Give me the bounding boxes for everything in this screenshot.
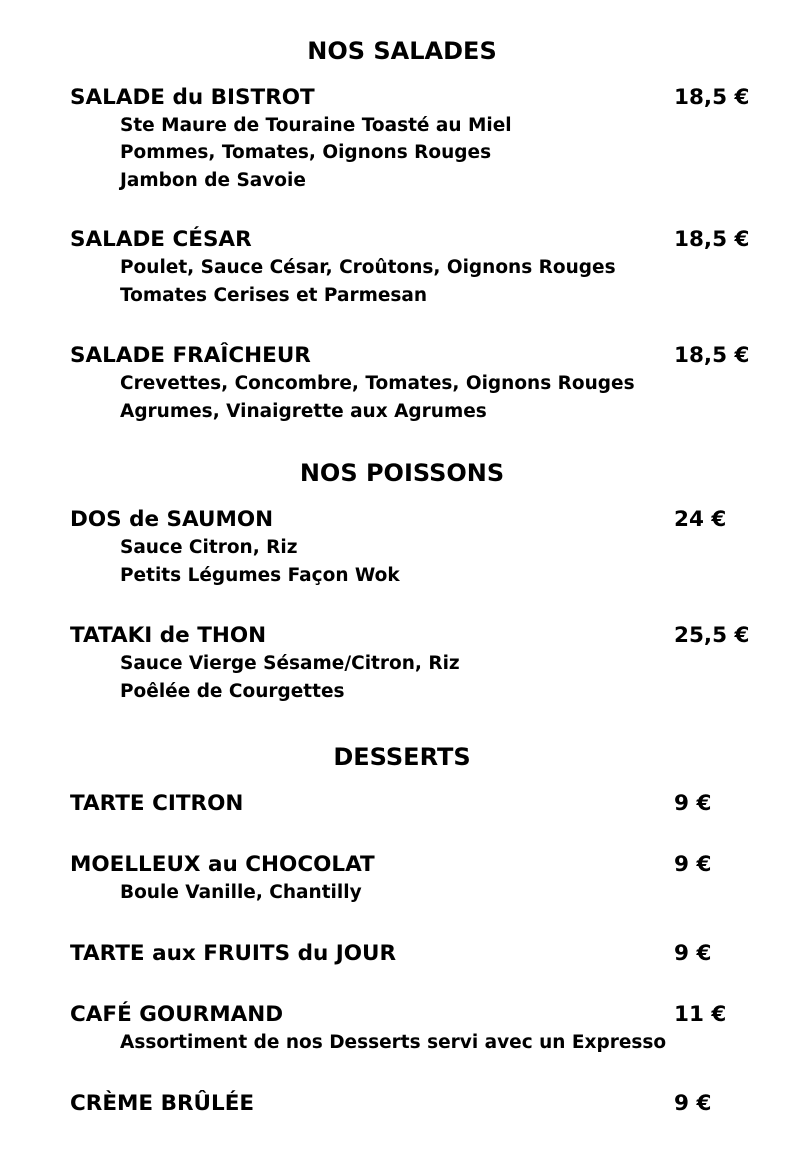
dish-description-line: Boule Vanille, Chantilly [120,882,362,903]
dish-description-line: Crevettes, Concombre, Tomates, Oignons Rouges [120,373,635,394]
dish-price-cafe-gourmand: 11 € [674,1002,727,1027]
dish-description-line: Jambon de Savoie [120,170,306,191]
dish-description-line: Agrumes, Vinaigrette aux Agrumes [120,401,487,422]
dish-price-creme-brulee: 9 € [674,1091,712,1116]
dish-description-line: Sauce Citron, Riz [120,537,298,558]
dish-price-salade-bistrot: 18,5 € [674,85,750,110]
dish-name-tarte-citron: TARTE CITRON [70,791,244,816]
dish-description-line: Tomates Cerises et Parmesan [120,285,428,306]
dish-name-salade-cesar: SALADE CÉSAR [70,227,252,252]
dish-price-dos-saumon: 24 € [674,507,727,532]
dish-name-dos-saumon: DOS de SAUMON [70,507,274,532]
dish-name-cafe-gourmand: CAFÉ GOURMAND [70,1002,284,1027]
dish-description-line: Petits Légumes Façon Wok [120,565,400,586]
section-heading-poissons: NOS POISSONS [299,459,505,487]
dish-price-tarte-citron: 9 € [674,791,712,816]
dish-name-tarte-fruits: TARTE aux FRUITS du JOUR [70,941,397,966]
dish-price-tarte-fruits: 9 € [674,941,712,966]
dish-description-line: Sauce Vierge Sésame/Citron, Riz [120,653,460,674]
dish-price-tataki-thon: 25,5 € [674,623,750,648]
dish-price-salade-cesar: 18,5 € [674,227,750,252]
dish-price-salade-fraicheur: 18,5 € [674,343,750,368]
dish-description-line: Poulet, Sauce César, Croûtons, Oignons Rouges [120,257,616,278]
dish-description-line: Poêlée de Courgettes [120,681,345,702]
dish-name-salade-bistrot: SALADE du BISTROT [70,85,315,110]
dish-name-creme-brulee: CRÈME BRÛLÉE [70,1091,255,1116]
section-heading-desserts: DESSERTS [333,743,471,771]
section-heading-salades: NOS SALADES [307,37,497,65]
dish-name-salade-fraicheur: SALADE FRAÎCHEUR [70,343,311,368]
dish-description-line: Assortiment de nos Desserts servi avec un Expresso [120,1032,667,1053]
dish-name-moelleux-chocolat: MOELLEUX au CHOCOLAT [70,852,375,877]
dish-price-moelleux-chocolat: 9 € [674,852,712,877]
dish-description-line: Pommes, Tomates, Oignons Rouges [120,142,492,163]
dish-description-line: Ste Maure de Touraine Toasté au Miel [120,115,512,136]
dish-name-tataki-thon: TATAKI de THON [70,623,267,648]
